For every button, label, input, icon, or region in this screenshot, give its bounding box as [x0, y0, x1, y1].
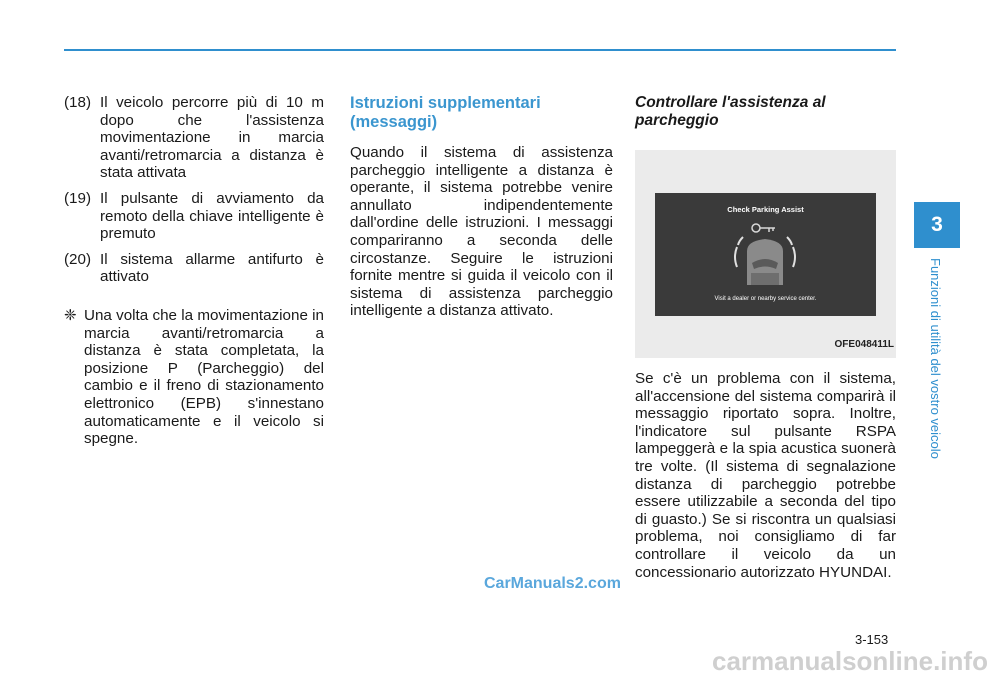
left-column — [64, 94, 324, 448]
figure — [635, 150, 896, 358]
bottom-watermark: carmanualsonline.info — [712, 646, 988, 676]
item-number: (20) — [64, 250, 92, 268]
car-wrench-icon — [725, 217, 805, 285]
list-item — [64, 94, 324, 182]
middle-column — [350, 94, 613, 320]
note — [64, 307, 324, 448]
right-column — [635, 94, 896, 581]
list-item — [64, 190, 324, 243]
chapter-title: Funzioni di utilità del vostro veicolo — [928, 258, 943, 459]
list-item — [64, 251, 324, 286]
item-number: (19) — [64, 189, 92, 207]
figure-code: OFE048411L — [834, 339, 894, 351]
cluster-screen — [655, 193, 876, 316]
section-body: Quando il sistema di assistenza parcheggio intelligente a distanza è operante, il sistema potrebbe venire annullato indipendentemente dall'ordine delle istruzioni. I messaggi compariranno a seconda delle circostanze. Seguire le istruzioni fornite mentre si guida il veicolo con il sistema di assistenza parcheggio intelligente a distanza attivato. — [350, 144, 613, 320]
item-text: Il veicolo percorre più di 10 m dopo che l'assistenza movimentazione in marcia avanti/retromarcia a distanza è stata attivata — [100, 94, 324, 182]
item-text: Il sistema allarme antifurto è attivato — [100, 250, 324, 286]
screen-title: Check Parking Assist — [727, 205, 804, 214]
subheading: Controllare l'assistenza al parcheggio — [635, 94, 826, 129]
section-title: Istruzioni supplementari (messaggi) — [350, 94, 541, 131]
item-text: Il pulsante di avviamento da remoto della chiave intelligente è premuto — [100, 189, 324, 243]
section-body: Se c'è un problema con il sistema, all'accensione del sistema comparirà il messaggio riportato sopra. Inoltre, l'indicatore sul pulsante RSPA lampeggerà e la spia acustica suonerà tre volte. (Il sistema di segnalazione distanza di parcheggio potrebbe essere utilizzabile a seconda del tipo di guasto.) Se si riscontra un qualsiasi problema, noi consigliamo di far controllare il veicolo da un concessionario autorizzato HYUNDAI. — [635, 370, 896, 581]
page-number: 3-153 — [855, 632, 889, 647]
top-rule — [64, 49, 896, 51]
item-number: (18) — [64, 94, 92, 111]
note-symbol-icon: ❈ — [64, 306, 77, 324]
note-text: Una volta che la movimentazione in marcia avanti/retromarcia a distanza è stata completata, la posizione P (Parcheggio) del cambio e il freno di stazionamento elettronico (EPB) s'innestano automaticamente e il veicolo si spegne. — [84, 306, 324, 448]
watermark: CarManuals2.com — [484, 575, 621, 592]
chapter-tab: 3 — [914, 202, 960, 248]
screen-footer: Visit a dealer or nearby service center. — [714, 296, 817, 303]
